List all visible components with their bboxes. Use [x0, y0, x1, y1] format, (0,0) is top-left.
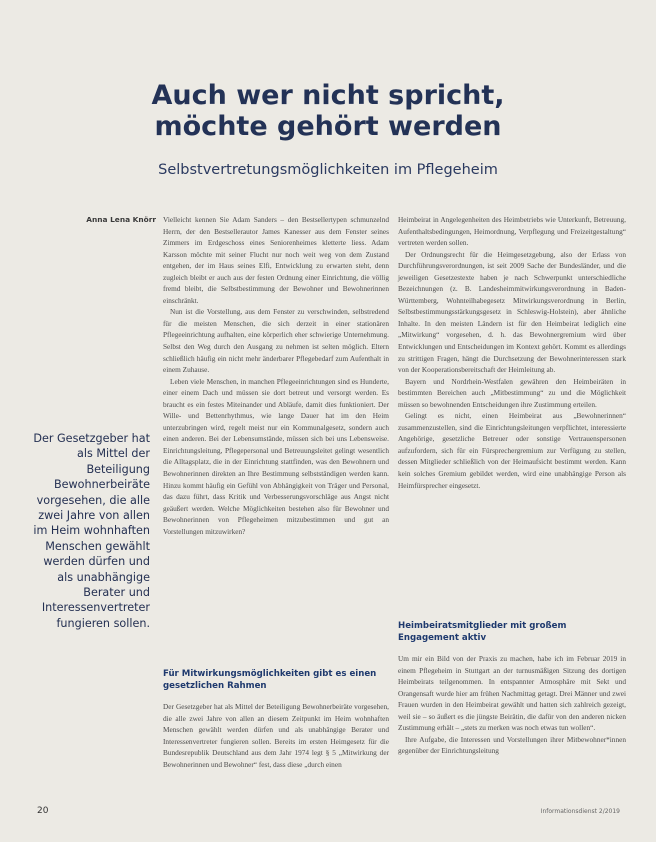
column-1-body-2 — [163, 701, 389, 770]
page-number: 20 — [37, 806, 49, 816]
paragraph: Um mir ein Bild von der Praxis zu machen, habe ich im Februar 2019 in einem Pflegeheim in Stuttgart an der turnusmäßigen Sitzung des dortigen Heimbeirats teilgenommen. In entspannter Atmosphäre mit Sekt und Orangensaft wurde hier am frühen Nachmittag getagt. Drei Männer und zwei Frauen wurden in den Heimbeirat gewählt und hatten sich zahlreich gezeigt, weil sie – so äußert es die jüngste Beirätin, die dafür von den anderen nicken Zustimmung erhält – „stets zu merken was noch etwas tun wollen“. — [398, 654, 626, 733]
title-line-2: möchte gehört werden — [154, 111, 502, 142]
paragraph: Bayern und Nordrhein-Westfalen gewähren den Heimbeiräten in bestimmten Bereichen auch „Mitbestimmung“ zu und die Möglichkeit müssen so bewohnenden Entscheidungen ihre Zustimmung erteilen. — [398, 376, 626, 409]
author-name: Anna Lena Knörr — [86, 215, 156, 224]
journal-footer: Informationsdienst 2/2019 — [540, 808, 620, 815]
column-2-body-2 — [398, 653, 626, 757]
paragraph: Leben viele Menschen, in manchen Pflegeeinrichtungen sind es Hunderte, einer einem Dach und müssen sie dort betreut und versorgt werden. Es braucht es ein festes Miteinander und Abläufe, damit dies funktioniert. Der Wille- und Bettenrhythmus, wie lange Dauer hat im den Heim unterzubringen wird, regelt meist nur ein Kommunalgesetz, sondern auch einen anderen. Bei der Lebensumstände, müssen sich bei uns Lebensweise. Einrichtungsleitung, Pflegepersonal und Betreuungsleitet gelingt wesentlich die Alltagsplatz, die in der Einrichtung stattfinden, was den Bewohnern und Bewohnerinnen direkten an Ihre Bestimmung selbstständigen werden kann. Hinzu kommt häufig ein Gefühl von Abhängigkeit von Träger und Personal, das dazu führt, dass Kritik und Verbesserungsvorschläge aus Angst nicht geäußert werden. Welche Möglichkeiten bestehen also für Bewohner und Bewohnerinnen von Pflegeheimen mitzubestimmen und gut an Vorstellungen mitzuwirken? — [163, 376, 389, 536]
paragraph: Der Gesetzgeber hat als Mittel der Beteiligung Bewohnerbeiräte vorgesehen, die alle zwei Jahre von allen an diesem Zeitpunkt im Heim wohnhaften Menschen gewählt werden dürfen und als unabhängige Berater und Interessenvertreter fungieren sollen. Bereits im ersten Heimgesetz für die Bundesrepublik Deutschland aus dem Jahr 1974 legt § 5 „Mitwirkung der Bewohnerinnen und Bewohner“ fest, dass diese „durch einen — [163, 702, 389, 769]
pull-quote: Der Gesetzgeber hat als Mittel der Beteiligung Bewohnerbeiräte vorgesehen, die alle zwei Jahre von allen im Heim wohnhaften Menschen gewählt werden dürfen und als unabhängige Berater und Interessenvertreter fungieren sollen. — [33, 432, 150, 630]
section-heading: Für Mitwirkungsmöglichkeiten gibt es einen gesetzlichen Rahmen — [163, 669, 377, 691]
column-2-body — [398, 214, 626, 491]
paragraph: Heimbeirat in Angelegenheiten des Heimbetriebs wie Unterkunft, Betreuung, Aufenthaltsbedingungen, Heimordnung, Verpflegung und Freizeitgestaltung“ vertreten werden sollen. — [398, 215, 626, 248]
article-title — [0, 80, 656, 142]
paragraph: Gelingt es nicht, einen Heimbeirat aus „Bewohnerinnen“ zusammenzustellen, sind die Einrichtungsleitungen verpflichtet, interessierte Angehörige, gesetzliche Betreuer oder sonstige Vertrauenspersonen aufzufordern, sich für ein Fürsprechergremium zur Verfügung zu stellen, dessen Mitglieder schließlich von der Heimaufsicht bestimmt werden. Kann kein solches Gremium gebildet werden, wird eine unabhängige Person als Heimfürsprecher eingesetzt. — [398, 411, 626, 490]
title-line-1: Auch wer nicht spricht, — [151, 80, 505, 111]
section-heading: Heimbeiratsmitglieder mit großem Engagement aktiv — [398, 621, 567, 643]
paragraph: Der Ordnungsrecht für die Heimgesetzgebung, also der Erlass von Durchführungsverordnungen, ist seit 2009 Sache der Bundesländer, und die jeweiligen Gesetzestexte haben je nach Schwerpunkt unterschiedliche Bezeichnungen (z. B. Landesheimmitwirkungsverordnung in Baden-Württemberg, Wohnteilhabegesetz Mitwirkungsverordnung in Berlin, Selbstbestimmungsstärkungsgesetz in Schleswig-Holstein), aber ähnliche Inhalte. In den meisten Ländern ist für den Heimbeirat lediglich eine „Mitwirkung“ vorgesehen, d. h. das Bewohnergremium wird über Entwicklungen und Entscheidungen im Kontext gehört. Kommt es allerdings zu strittigen Fragen, hängt die Durchsetzung der Bewohnerinteressen stark von der Kooperationsbereitschaft der Heimleitung ab. — [398, 249, 626, 375]
column-1-body — [163, 214, 389, 537]
paragraph: Nun ist die Vorstellung, aus dem Fenster zu verschwinden, selbstredend für die meisten Menschen, die sich derzeit in einer stationären Pflegeeinrichtung aufhalten, eine körperlich eher schwierige Unternehmung. Selbst den Weg durch den Ausgang zu nehmen ist selten möglich. Eltern schließlich häufig ein nicht mehr änderbarer Pflegebedarf zum Aufenthalt in einem Zuhause. — [163, 307, 389, 375]
paragraph: Ihre Aufgabe, die Interessen und Vorstellungen ihrer Mitbewohner*innen gegenüber der Einrichtungsleitung — [398, 734, 626, 756]
paragraph: Vielleicht kennen Sie Adam Sanders – den Bestsellertypen schmunzelnd Herrn, der den Bestsellerautor James Kanesser aus dem Fenster seines Zimmers im Erdgeschoss eines Seniorenheimes kletterte liess. Adam Karsson möchte mit seiner Flucht nur noch weit weg von dem Zustand entgehen, der im Haus seines Elfi, Entwicklung zu erwarten steht, denn zugleich bleibt er auch aus der festen Ordnung einer Einrichtung, die völlig fremd bleibt, die Selbstbestimmung der Bewohner und Bewohnerinnen einschränkt. — [163, 215, 389, 305]
article-subtitle: Selbstvertretungsmöglichkeiten im Pflegeheim — [158, 162, 498, 178]
